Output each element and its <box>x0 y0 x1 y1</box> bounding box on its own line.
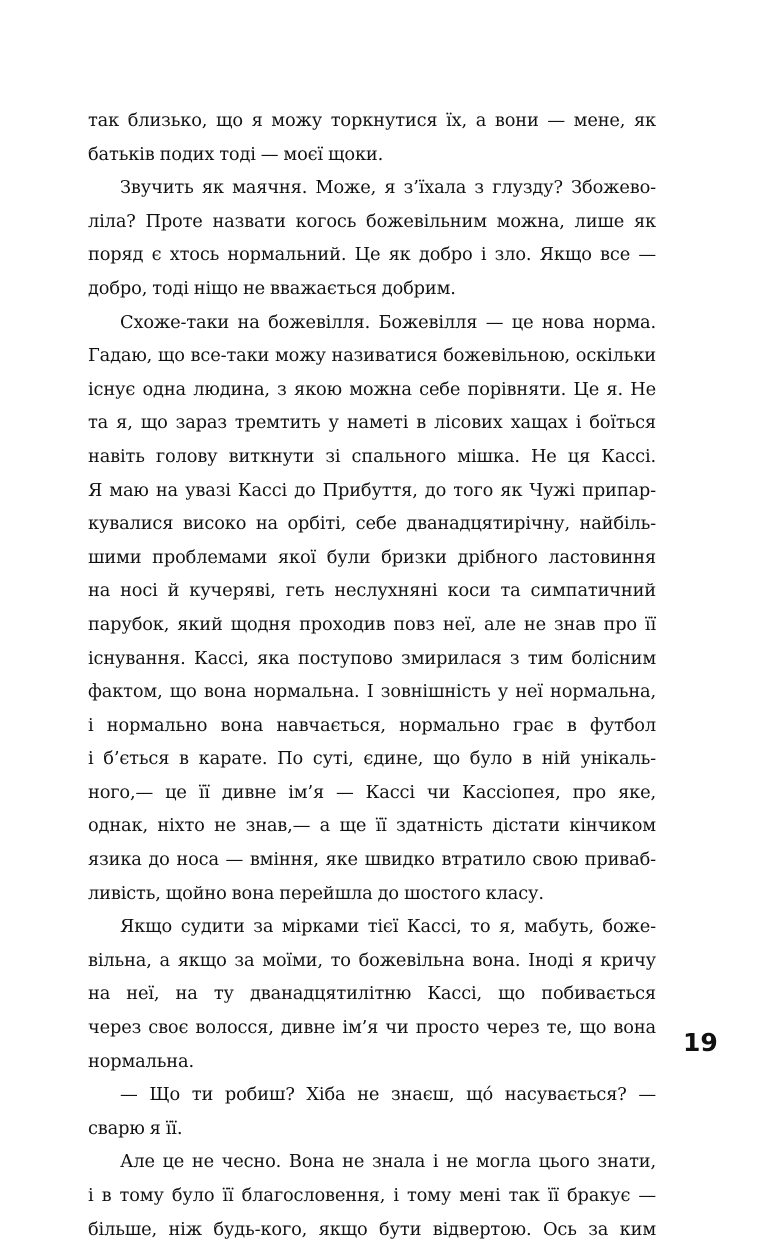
text-line: існує одна людина, з якою можна себе порівняти. Це я. Не <box>88 378 656 400</box>
text-line: і в тому було її благословення, і тому мені так її бракує — <box>88 1185 656 1206</box>
text-line: шими проблемами якої були бризки дрібного ластовиння <box>88 546 656 568</box>
text-line: на носі й кучеряві, геть неслухняні коси та симпатичний <box>88 580 656 602</box>
page-number: 19 <box>683 1028 718 1057</box>
text-line: на неї, на ту дванадцятилітню Кассі, що побивається <box>88 983 656 1005</box>
text-line: Якщо судити за мірками тієї Кассі, то я, мабуть, боже- <box>120 916 656 938</box>
text-line: Схоже-таки на божевілля. Божевілля — це нова норма. <box>120 311 656 333</box>
text-line: поряд є хтось нормальний. Це як добро і зло. Якщо все — <box>88 244 656 266</box>
text-line: ліла? Проте назвати когось божевільним можна, лише як <box>88 210 656 232</box>
text-line: нормальна. <box>88 1050 194 1072</box>
text-line: Звучить як маячня. Може, я з’їхала з глузду? Збожево- <box>120 177 656 199</box>
text-line: ливість, щойно вона перейшла до шостого класу. <box>88 882 544 904</box>
text-line: і б’ється в карате. По суті, єдине, що було в ній унікаль- <box>88 748 656 770</box>
text-line: вільна, а якщо за моїми, то божевільна вона. Іноді я кричу <box>88 949 656 971</box>
text-line: через своє волосся, дивне ім’я чи просто через те, що вона <box>88 1017 656 1039</box>
text-line: фактом, що вона нормальна. І зовнішність у неї нормальна, <box>88 681 656 703</box>
text-line: більше, ніж будь-кого, якщо бути відвертою. Ось за ким <box>88 1218 656 1240</box>
text-line: існування. Кассі, яка поступово змирилася з тим болісним <box>88 647 656 669</box>
text-line: і нормально вона навчається, нормально грає в футбол <box>88 714 656 736</box>
text-line: ного,— це її дивне ім’я — Кассі чи Кассіопея, про яке, <box>88 781 656 803</box>
text-line: кувалися високо на орбіті, себе дванадцятирічну, найбіль- <box>88 513 656 535</box>
text-line: язика до носа — вміння, яке швидко втратило свою приваб- <box>88 849 656 871</box>
text-line: парубок, який щодня проходив повз неї, але не знав про її <box>88 613 656 635</box>
text-line: батьків подих тоді — моєї щоки. <box>88 143 384 165</box>
text-line: Я маю на увазі Кассі до Прибуття, до того як Чужі припар- <box>88 479 656 501</box>
text-line: однак, ніхто не знав,— а ще її здатність дістати кінчиком <box>88 815 656 837</box>
text-line: та я, що зараз тремтить у наметі в лісових хащах і боїться <box>88 412 656 434</box>
text-line: так близько, що я можу торкнутися їх, а вони — мене, як <box>88 110 656 131</box>
text-line: сварю я її. <box>88 1117 183 1139</box>
text-line: навіть голову виткнути зі спального мішка. Не ця Кассі. <box>88 445 656 467</box>
text-line: Але це не чесно. Вона не знала і не могла цього знати, <box>120 1151 656 1173</box>
text-line: — Що ти робиш? Хіба не знаєш, щó насувається? — <box>120 1084 656 1106</box>
book-page-text <box>88 104 656 1246</box>
text-line: Гадаю, що все-таки можу називатися божевільною, оскільки <box>88 345 656 367</box>
text-line: добро, тоді ніщо не вважається добрим. <box>88 277 456 299</box>
